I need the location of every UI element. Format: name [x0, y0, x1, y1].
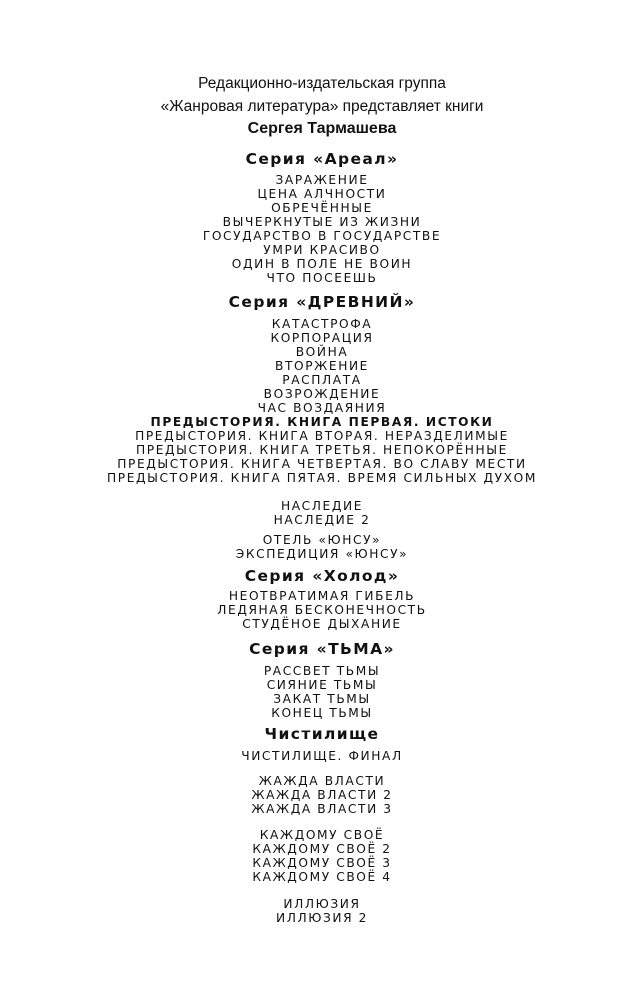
- book-title: ОДИН В ПОЛЕ НЕ ВОИН: [231, 257, 413, 271]
- book-title: СТУДЁНОЕ ДЫХАНИЕ: [242, 617, 402, 631]
- book-title: ВЫЧЕРКНУТЫЕ ИЗ ЖИЗНИ: [222, 215, 422, 229]
- book-title: ПРЕДЫСТОРИЯ. КНИГА ЧЕТВЕРТАЯ. ВО СЛАВУ МЕСТИ: [117, 457, 527, 471]
- book-title: ЛЕДЯНАЯ БЕСКОНЕЧНОСТЬ: [217, 603, 427, 617]
- book-title: ЧИСТИЛИЩЕ. ФИНАЛ: [241, 749, 403, 763]
- publisher-line: Редакционно-издательская группа: [198, 75, 446, 92]
- author-name: Сергея Тармашева: [247, 120, 397, 137]
- book-title: РАССВЕТ ТЬМЫ: [263, 664, 381, 678]
- series-title-holod: Серия «Холод»: [244, 567, 400, 585]
- book-title: НЕОТВРАТИМАЯ ГИБЕЛЬ: [228, 589, 416, 603]
- book-title: КАЖДОМУ СВОЁ 3: [252, 856, 392, 870]
- book-title: ПРЕДЫСТОРИЯ. КНИГА ВТОРАЯ. НЕРАЗДЕЛИМЫЕ: [135, 429, 509, 443]
- book-title: ВОЗРОЖДЕНИЕ: [263, 387, 381, 401]
- book-title: ЧТО ПОСЕЕШЬ: [266, 271, 378, 285]
- book-title: ЖАЖДА ВЛАСТИ 2: [251, 788, 393, 802]
- book-title: ОБРЕЧЁННЫЕ: [271, 201, 373, 215]
- book-title: РАСПЛАТА: [282, 373, 362, 387]
- book-title: ЖАЖДА ВЛАСТИ 3: [251, 802, 393, 816]
- book-title: ЗАКАТ ТЬМЫ: [273, 692, 371, 706]
- book-title: ЭКСПЕДИЦИЯ «ЮНСУ»: [235, 547, 409, 561]
- book-title: КОНЕЦ ТЬМЫ: [271, 706, 373, 720]
- book-title: ЧАС ВОЗДАЯНИЯ: [257, 401, 387, 415]
- book-title: ИЛЛЮЗИЯ 2: [275, 911, 369, 925]
- book-title: СИЯНИЕ ТЬМЫ: [266, 678, 378, 692]
- book-title: ПРЕДЫСТОРИЯ. КНИГА ТРЕТЬЯ. НЕПОКОРЁННЫЕ: [136, 443, 508, 457]
- book-title: КАЖДОМУ СВОЁ 2: [252, 842, 392, 856]
- series-title-tma: Серия «ТЬМА»: [249, 640, 395, 658]
- presents-line: «Жанровая литература» представляет книги: [160, 98, 484, 115]
- series-title-areal: Серия «Ареал»: [245, 150, 399, 168]
- book-title: КАЖДОМУ СВОЁ 4: [252, 870, 392, 884]
- book-title: ЦЕНА АЛЧНОСТИ: [257, 187, 387, 201]
- book-title: ВТОРЖЕНИЕ: [275, 359, 369, 373]
- book-title: КАЖДОМУ СВОЁ: [259, 828, 385, 842]
- book-title: ВОЙНА: [295, 345, 349, 359]
- book-title: ЗАРАЖЕНИЕ: [275, 173, 369, 187]
- series-title-drevniy: Серия «ДРЕВНИЙ»: [228, 293, 416, 311]
- book-title: НАСЛЕДИЕ: [280, 499, 363, 513]
- book-title: КОРПОРАЦИЯ: [270, 331, 374, 345]
- book-title: ПРЕДЫСТОРИЯ. КНИГА ПЕРВАЯ. ИСТОКИ: [150, 415, 494, 429]
- book-title: ОТЕЛЬ «ЮНСУ»: [262, 533, 382, 547]
- book-title: ИЛЛЮЗИЯ: [283, 897, 361, 911]
- series-title-chistilische: Чистилище: [264, 725, 380, 743]
- book-title: НАСЛЕДИЕ 2: [273, 513, 371, 527]
- book-title: ГОСУДАРСТВО В ГОСУДАРСТВЕ: [202, 229, 442, 243]
- book-title: ЖАЖДА ВЛАСТИ: [258, 774, 386, 788]
- book-title: КАТАСТРОФА: [271, 317, 373, 331]
- book-title: ПРЕДЫСТОРИЯ. КНИГА ПЯТАЯ. ВРЕМЯ СИЛЬНЫХ ДУХОМ: [107, 471, 537, 485]
- book-title: УМРИ КРАСИВО: [263, 243, 381, 257]
